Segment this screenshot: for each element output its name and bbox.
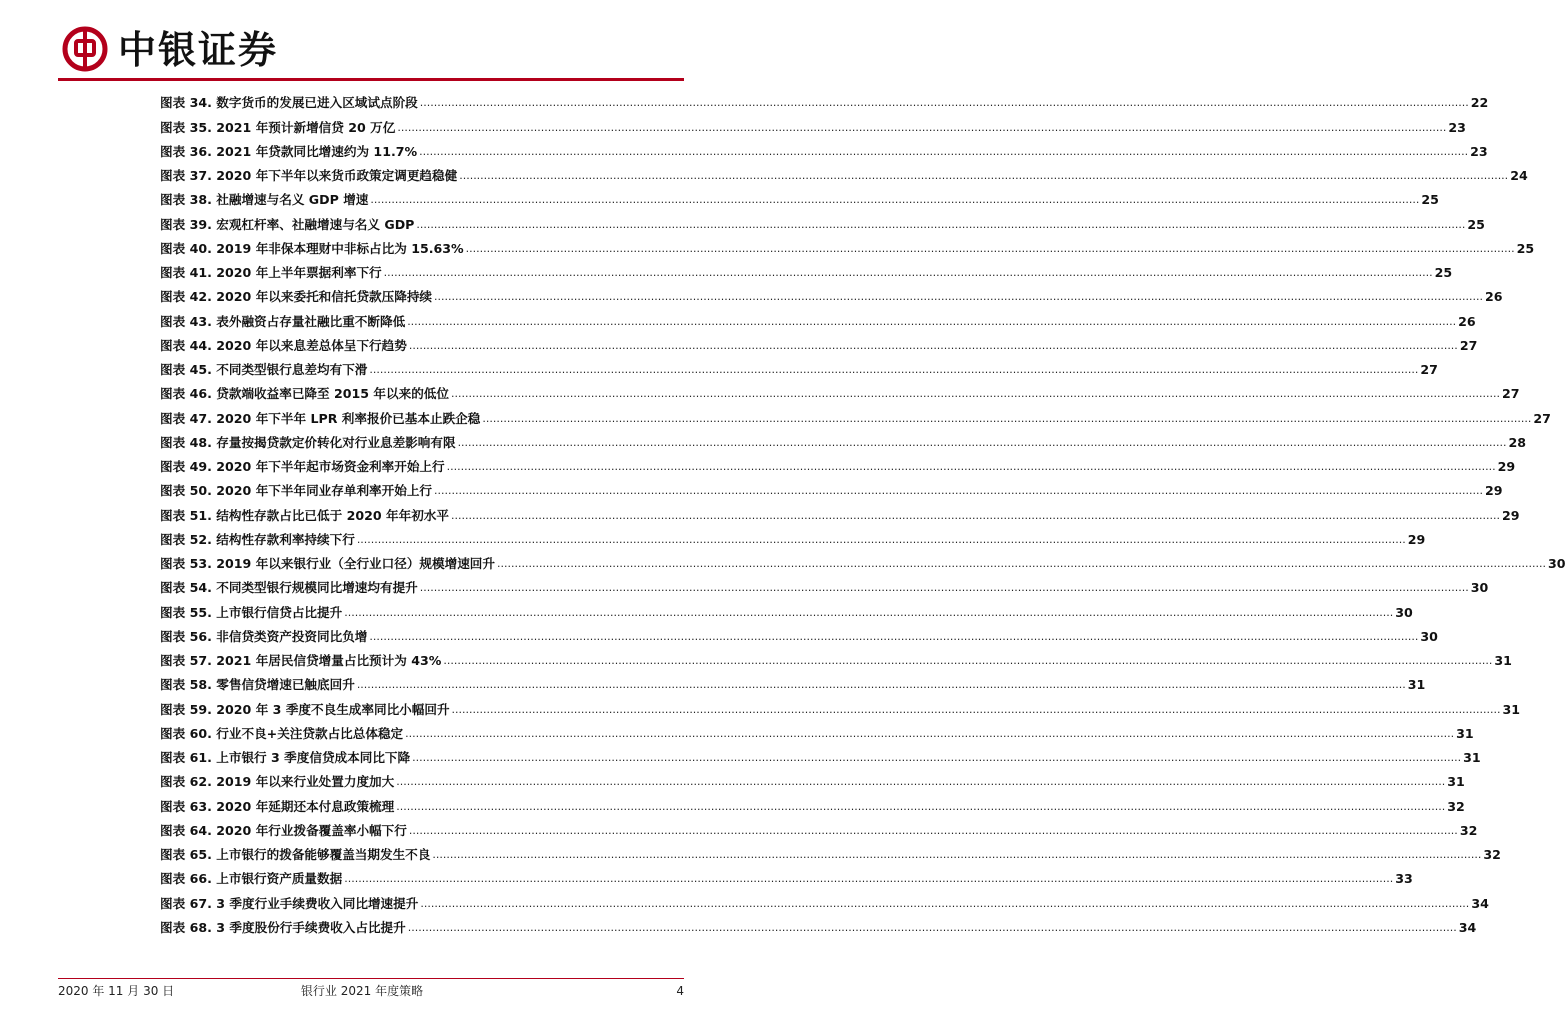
toc-entry[interactable]: [160, 304, 1476, 329]
toc-dot-leader: ............................................................................................................................................................................................................................................................................................................: [465, 241, 1515, 255]
toc-entry-page: 25: [1434, 265, 1453, 280]
toc-entry[interactable]: [160, 595, 1413, 620]
toc-dot-leader: ............................................................................................................................................................................................................................................................................................................: [416, 217, 1466, 231]
toc-entry-page: 32: [1447, 798, 1465, 814]
toc-entry-page: 30: [1420, 628, 1438, 644]
toc-entry[interactable]: [160, 135, 1488, 159]
toc-entry[interactable]: [160, 426, 1527, 450]
toc-entry-title: 图表 34. 数字货币的发展已进入区域试点阶段: [160, 95, 418, 111]
toc-entry-page: 32: [1459, 822, 1478, 838]
toc-entry[interactable]: [160, 814, 1478, 838]
toc-entry[interactable]: [160, 329, 1478, 353]
toc-entry[interactable]: [160, 644, 1512, 668]
toc-entry-page: 30: [1547, 556, 1566, 571]
toc-dot-leader: ............................................................................................................................................................................................................................................................................................................: [419, 96, 1469, 110]
toc-entry[interactable]: [160, 401, 1551, 426]
toc-entry-title: 图表 65. 上市银行的拨备能够覆盖当期发生不良: [160, 847, 431, 862]
toc-entry-title: 图表 39. 宏观杠杆率、社融增速与名义 GDP: [160, 216, 415, 232]
toc-entry-page: 31: [1447, 774, 1465, 790]
toc-entry-page: 30: [1395, 604, 1413, 620]
toc-entry-page: 34: [1471, 895, 1489, 911]
toc-entry[interactable]: [160, 256, 1453, 280]
toc-entry-title: 图表 52. 结构性存款利率持续下行: [160, 531, 355, 547]
toc-entry[interactable]: [160, 862, 1413, 887]
header-divider: [58, 78, 684, 81]
toc-dot-leader: ............................................................................................................................................................................................................................................................................................................: [383, 266, 1433, 279]
toc-dot-leader: ............................................................................................................................................................................................................................................................................................................: [407, 920, 1457, 934]
toc-entry-title: 图表 48. 存量按揭贷款定价转化对行业息差影响有限: [160, 434, 456, 450]
toc-entry-page: 25: [1467, 216, 1485, 232]
toc-entry-page: 29: [1485, 483, 1503, 499]
toc-entry-page: 24: [1510, 168, 1528, 183]
toc-entry-page: 33: [1395, 871, 1413, 887]
toc-dot-leader: ............................................................................................................................................................................................................................................................................................................: [369, 629, 1419, 643]
footer-divider: [58, 978, 684, 979]
toc-entry-title: 图表 44. 2020 年以来息差总体呈下行趋势: [160, 337, 407, 353]
toc-entry[interactable]: [160, 765, 1465, 790]
toc-entry-title: 图表 43. 表外融资占存量社融比重不断降低: [160, 313, 406, 329]
toc-entry-page: 26: [1485, 289, 1503, 305]
toc-entry-page: 28: [1508, 434, 1527, 450]
toc-entry-page: 31: [1502, 701, 1521, 717]
toc-dot-leader: ............................................................................................................................................................................................................................................................................................................: [419, 581, 1469, 595]
toc-dot-leader: ............................................................................................................................................................................................................................................................................................................: [451, 387, 1500, 401]
toc-dot-leader: ............................................................................................................................................................................................................................................................................................................: [344, 872, 1394, 886]
toc-dot-leader: ............................................................................................................................................................................................................................................................................................................: [396, 775, 1446, 789]
toc-entry-page: 27: [1420, 362, 1438, 377]
toc-entry-title: 图表 66. 上市银行资产质量数据: [160, 871, 343, 887]
toc-entry[interactable]: [160, 717, 1474, 741]
toc-dot-leader: ............................................................................................................................................................................................................................................................................................................: [407, 314, 1457, 328]
toc-entry-page: 31: [1456, 725, 1474, 741]
toc-entry-title: 图表 41. 2020 年上半年票据利率下行: [160, 265, 382, 280]
footer-date: 2020 年 11 月 30 日: [58, 984, 175, 998]
toc-entry-title: 图表 38. 社融增速与名义 GDP 增速: [160, 192, 369, 208]
toc-entry-page: 29: [1497, 459, 1516, 474]
toc-entry[interactable]: [160, 110, 1466, 135]
toc-entry-title: 图表 35. 2021 年预计新增信贷 20 万亿: [160, 119, 396, 135]
toc-entry-page: 29: [1407, 531, 1426, 547]
toc-entry[interactable]: [160, 523, 1426, 547]
toc-entry-page: 27: [1459, 337, 1478, 353]
toc-entry[interactable]: [160, 789, 1465, 814]
toc-dot-leader: ............................................................................................................................................................................................................................................................................................................: [369, 363, 1419, 376]
toc-dot-leader: ............................................................................................................................................................................................................................................................................................................: [408, 338, 1458, 352]
toc-entry[interactable]: [160, 498, 1520, 523]
toc-entry-title: 图表 61. 上市银行 3 季度信贷成本同比下降: [160, 750, 411, 765]
toc-entry-page: 22: [1470, 95, 1489, 111]
toc-entry-page: 23: [1448, 119, 1466, 135]
toc-entry-title: 图表 62. 2019 年以来行业处置力度加大: [160, 774, 395, 790]
toc-dot-leader: ............................................................................................................................................................................................................................................................................................................: [457, 435, 1507, 449]
toc-entry-page: 26: [1458, 313, 1476, 329]
bank-of-china-logo: [62, 26, 108, 72]
toc-dot-leader: ............................................................................................................................................................................................................................................................................................................: [459, 169, 1509, 182]
toc-entry[interactable]: [160, 474, 1503, 499]
toc-entry-page: 31: [1494, 653, 1512, 668]
toc-entry-page: 32: [1483, 847, 1501, 862]
toc-entry[interactable]: [160, 377, 1520, 402]
toc-entry-title: 图表 50. 2020 年下半年同业存单利率开始上行: [160, 483, 433, 499]
toc-entry-title: 图表 59. 2020 年 3 季度不良生成率同比小幅回升: [160, 701, 450, 717]
toc-entry-page: 27: [1533, 410, 1551, 426]
toc-dot-leader: ............................................................................................................................................................................................................................................................................................................: [434, 484, 1483, 498]
toc-entry-title: 图表 57. 2021 年居民信贷增量占比预计为 43%: [160, 653, 442, 668]
toc-entry-page: 31: [1463, 750, 1481, 765]
toc-entry-title: 图表 49. 2020 年下半年起市场资金利率开始上行: [160, 459, 445, 474]
toc-entry-title: 图表 56. 非信贷类资产投资同比负增: [160, 628, 368, 644]
toc-entry[interactable]: [160, 183, 1439, 208]
toc-dot-leader: ............................................................................................................................................................................................................................................................................................................: [396, 799, 1446, 813]
toc-dot-leader: ............................................................................................................................................................................................................................................................................................................: [405, 726, 1455, 740]
toc-dot-leader: ............................................................................................................................................................................................................................................................................................................: [370, 193, 1420, 207]
toc-entry[interactable]: [160, 571, 1489, 596]
toc-entry[interactable]: [160, 886, 1489, 911]
toc-entry[interactable]: [160, 280, 1503, 305]
toc-entry-title: 图表 67. 3 季度行业手续费收入同比增速提升: [160, 895, 419, 911]
toc-dot-leader: ............................................................................................................................................................................................................................................................................................................: [432, 848, 1482, 861]
toc-entry-title: 图表 58. 零售信贷增速已触底回升: [160, 677, 355, 693]
toc-entry[interactable]: [160, 450, 1516, 474]
toc-entry-title: 图表 36. 2021 年贷款同比增速约为 11.7%: [160, 143, 418, 159]
toc-entry[interactable]: [160, 911, 1477, 935]
toc-entry-title: 图表 45. 不同类型银行息差均有下滑: [160, 362, 368, 377]
toc-entry-title: 图表 68. 3 季度股份行手续费收入占比提升: [160, 919, 406, 935]
toc-dot-leader: ............................................................................................................................................................................................................................................................................................................: [397, 120, 1447, 134]
toc-entry-page: 30: [1470, 580, 1489, 596]
toc-entry-title: 图表 54. 不同类型银行规模同比增速均有提升: [160, 580, 418, 596]
toc-dot-leader: ............................................................................................................................................................................................................................................................................................................: [356, 532, 1406, 546]
toc-dot-leader: ............................................................................................................................................................................................................................................................................................................: [451, 508, 1500, 522]
toc-entry-title: 图表 53. 2019 年以来银行业（全行业口径）规模增速回升: [160, 556, 495, 571]
toc-dot-leader: ............................................................................................................................................................................................................................................................................................................: [356, 678, 1406, 692]
toc-entry-title: 图表 51. 结构性存款占比已低于 2020 年年初水平: [160, 507, 449, 523]
toc-entry-title: 图表 42. 2020 年以来委托和信托贷款压降持续: [160, 289, 433, 305]
toc-entry[interactable]: [160, 741, 1481, 765]
brand-name: 中银证券: [118, 27, 279, 72]
toc-entry[interactable]: [160, 668, 1426, 693]
figure-list: [160, 86, 1566, 935]
toc-dot-leader: ............................................................................................................................................................................................................................................................................................................: [496, 557, 1546, 570]
toc-dot-leader: ............................................................................................................................................................................................................................................................................................................: [443, 654, 1493, 667]
toc-entry[interactable]: [160, 692, 1521, 717]
toc-entry-page: 25: [1421, 192, 1439, 208]
toc-entry-page: 25: [1516, 240, 1535, 256]
toc-dot-leader: ............................................................................................................................................................................................................................................................................................................: [420, 896, 1470, 910]
toc-entry[interactable]: [160, 232, 1535, 256]
toc-entry-title: 图表 63. 2020 年延期还本付息政策梳理: [160, 798, 395, 814]
toc-entry-title: 图表 37. 2020 年下半年以来货币政策定调更趋稳健: [160, 168, 458, 183]
toc-entry[interactable]: [160, 353, 1438, 377]
toc-entry-title: 图表 46. 贷款端收益率已降至 2015 年以来的低位: [160, 386, 449, 402]
toc-entry[interactable]: [160, 838, 1501, 862]
toc-entry-title: 图表 55. 上市银行信贷占比提升: [160, 604, 343, 620]
toc-entry-title: 图表 47. 2020 年下半年 LPR 利率报价已基本止跌企稳: [160, 410, 481, 426]
toc-entry[interactable]: [160, 159, 1528, 183]
toc-dot-leader: ............................................................................................................................................................................................................................................................................................................: [344, 605, 1394, 619]
toc-dot-leader: ............................................................................................................................................................................................................................................................................................................: [446, 460, 1496, 473]
toc-entry-page: 31: [1407, 677, 1426, 693]
toc-dot-leader: ............................................................................................................................................................................................................................................................................................................: [434, 290, 1483, 304]
toc-entry-page: 34: [1458, 919, 1477, 935]
toc-entry[interactable]: [160, 547, 1566, 571]
toc-dot-leader: ............................................................................................................................................................................................................................................................................................................: [482, 411, 1532, 425]
toc-entry-page: 23: [1470, 143, 1488, 159]
toc-entry-page: 29: [1501, 507, 1520, 523]
page-header: [0, 0, 724, 82]
toc-entry-page: 27: [1501, 386, 1520, 402]
toc-dot-leader: ............................................................................................................................................................................................................................................................................................................: [412, 751, 1462, 764]
footer-report-title: 银行业 2021 年度策略: [300, 984, 424, 998]
toc-dot-leader: ............................................................................................................................................................................................................................................................................................................: [451, 702, 1501, 716]
toc-entry-title: 图表 64. 2020 年行业拨备覆盖率小幅下行: [160, 822, 407, 838]
toc-entry[interactable]: [160, 620, 1438, 644]
toc-entry[interactable]: [160, 207, 1485, 232]
toc-entry-title: 图表 40. 2019 年非保本理财中非标占比为 15.63%: [160, 240, 464, 256]
toc-entry[interactable]: [160, 86, 1489, 111]
toc-dot-leader: ............................................................................................................................................................................................................................................................................................................: [419, 144, 1469, 158]
toc-entry-title: 图表 60. 行业不良+关注贷款占比总体稳定: [160, 725, 404, 741]
footer-page-number: 4: [676, 984, 684, 998]
toc-dot-leader: ............................................................................................................................................................................................................................................................................................................: [408, 823, 1458, 837]
